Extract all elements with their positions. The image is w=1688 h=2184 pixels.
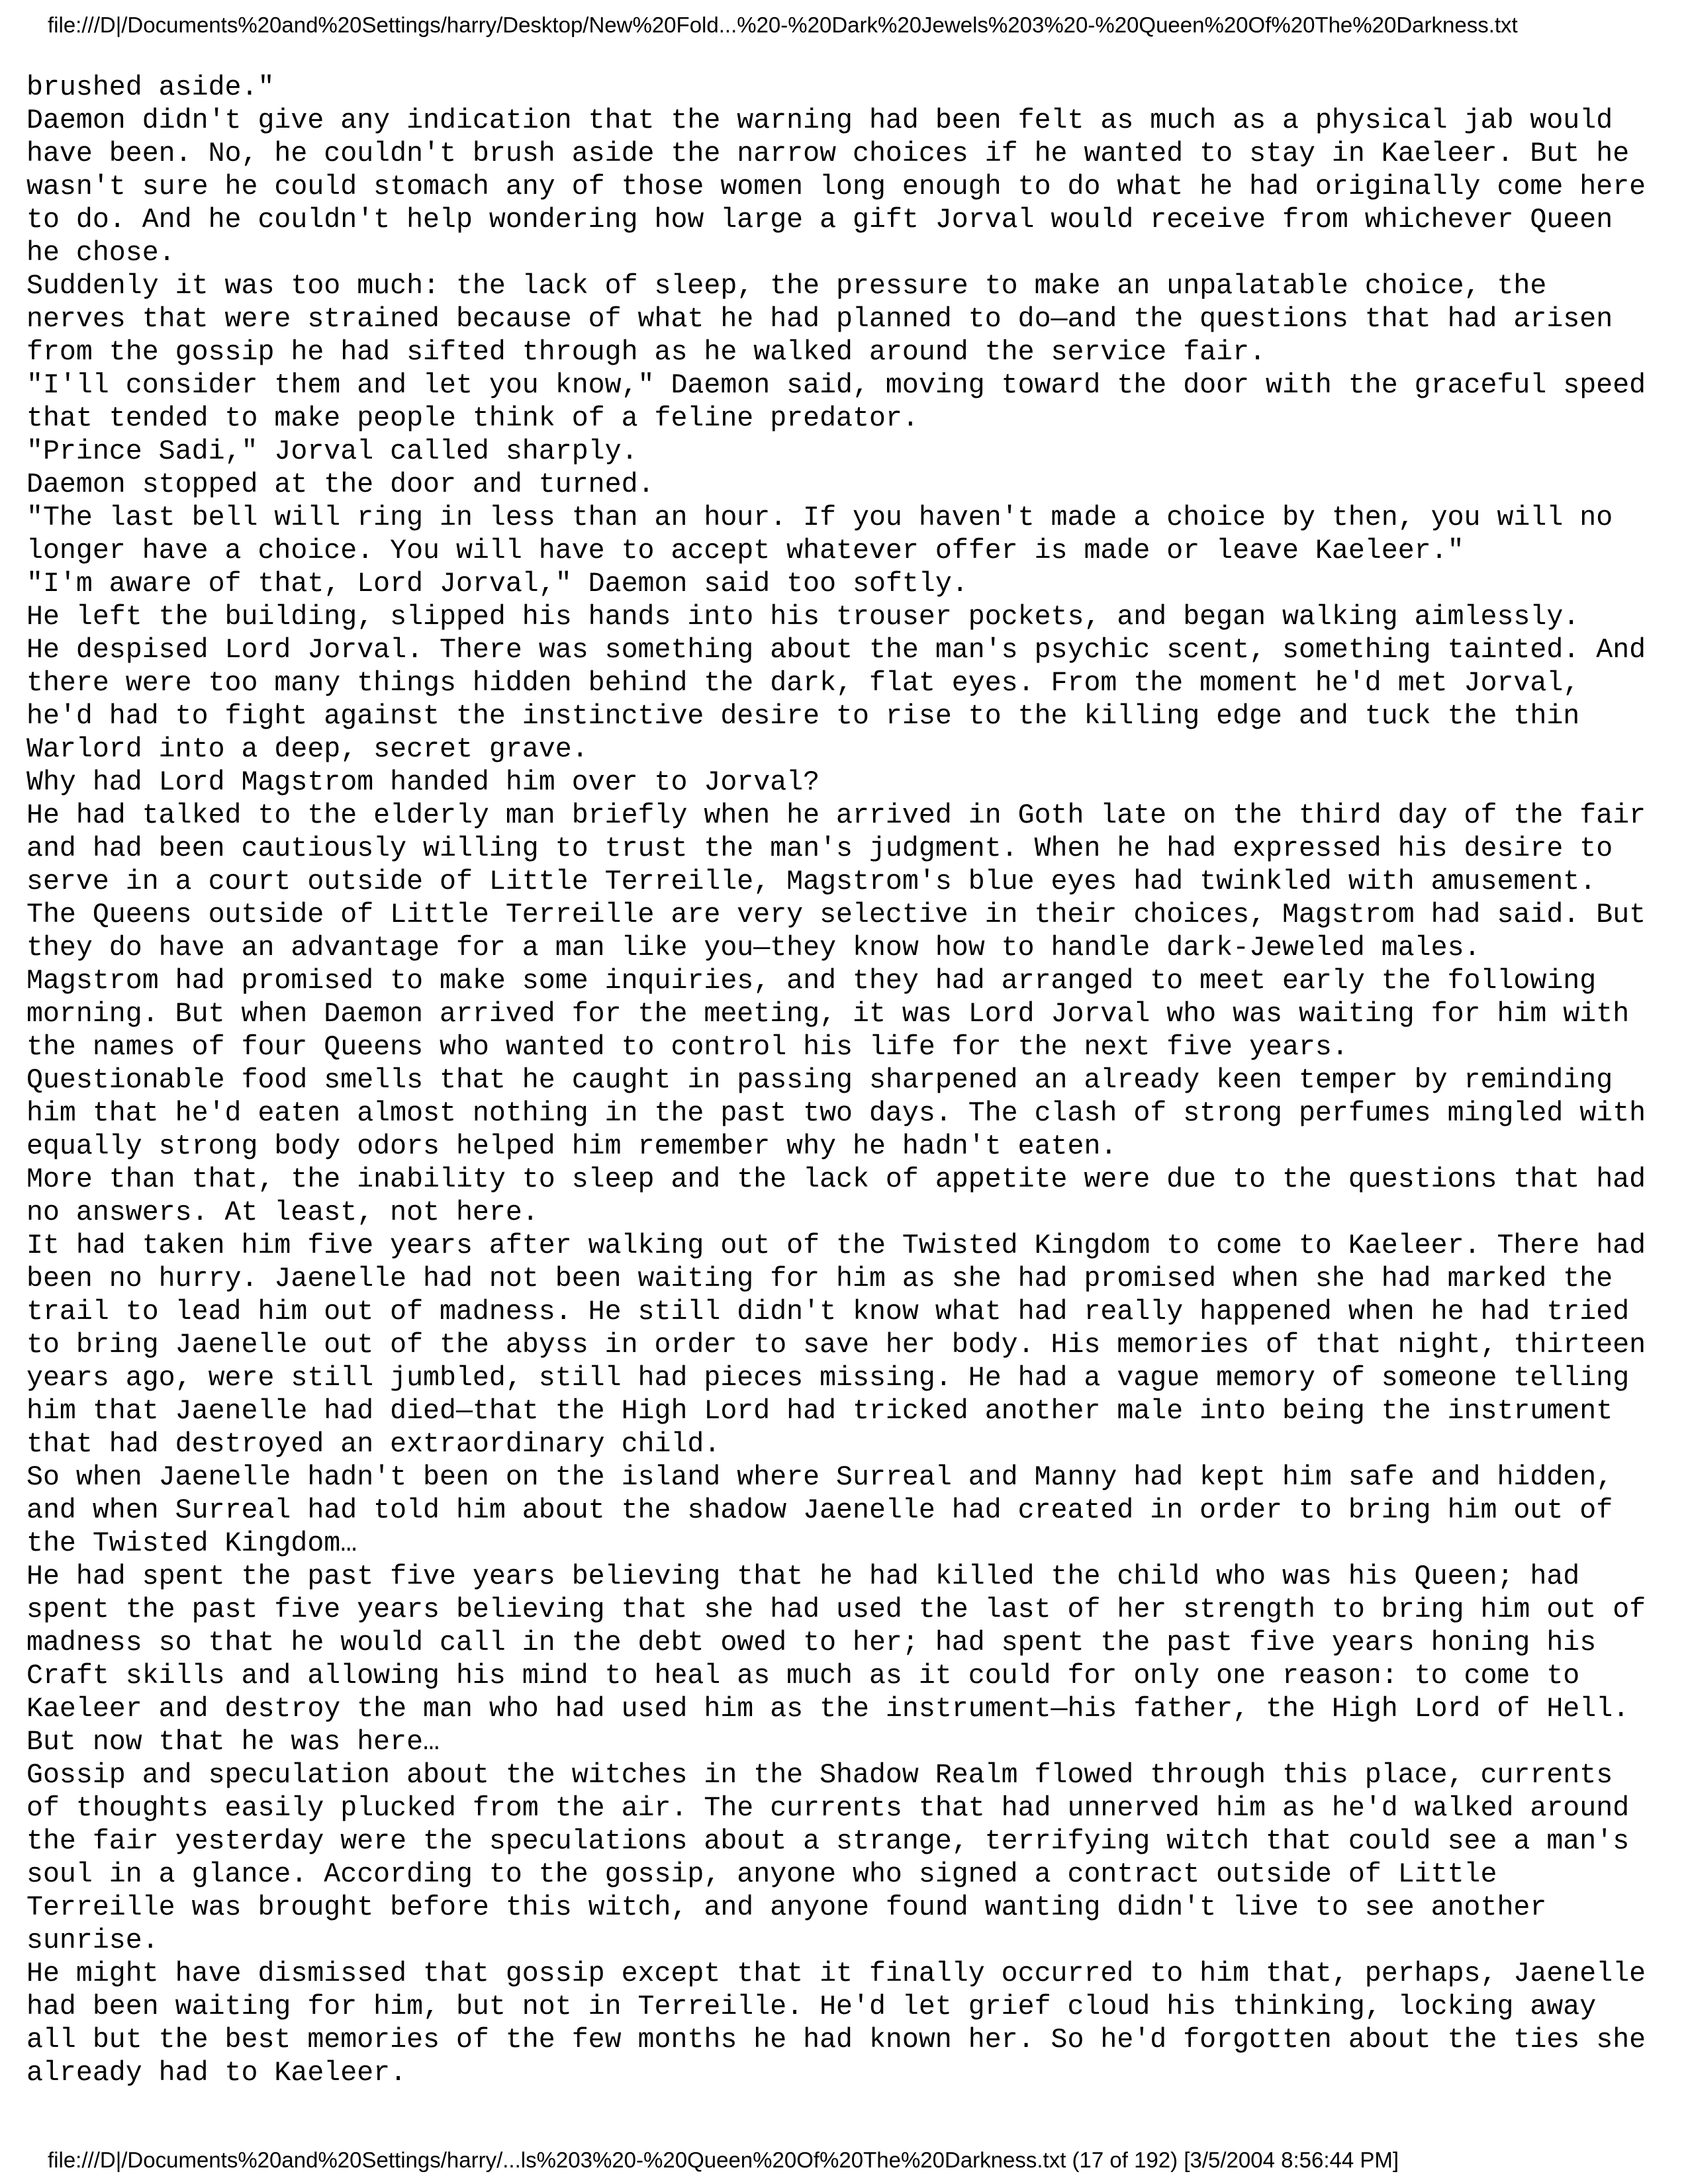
paragraph: Why had Lord Magstrom handed him over to Jorval?: [26, 767, 820, 798]
paragraph: He left the building, slipped his hands into his trouser pockets, and began walking aimlessly.: [26, 602, 1580, 633]
paragraph: Suddenly it was too much: the lack of sleep, the pressure to make an unpalatable choice, the nerves that were strained because of what he had planned to do—and the questions that had arisen from the gossip he had sifted through as he walked around the service fair.: [26, 271, 1613, 368]
paragraph: "Prince Sadi," Jorval called sharply.: [26, 436, 638, 467]
paragraph: But now that he was here…: [26, 1727, 440, 1758]
paragraph: So when Jaenelle hadn't been on the island where Surreal and Manny had kept him safe and hidden, and when Surreal had told him about the shadow Jaenelle had created in order to bring him out of the Twisted Kingdom…: [26, 1462, 1613, 1559]
paragraph: He had talked to the elderly man briefly when he arrived in Goth late on the third day of the fair and had been cautiously willing to trust the man's judgment. When he had expressed his desire to serve in a court outside of Little Terreille, Magstrom's blue eyes had twinkled with amusement.: [26, 800, 1646, 897]
paragraph: Magstrom had promised to make some inquiries, and they had arranged to meet early the following morning. But when Daemon arrived for the meeting, it was Lord Jorval who was waiting for him with the names of four Queens who wanted to control his life for the next five years.: [26, 966, 1630, 1063]
paragraph: More than that, the inability to sleep and the lack of appetite were due to the questions that had no answers. At least, not here.: [26, 1164, 1646, 1228]
paragraph: "The last bell will ring in less than an hour. If you haven't made a choice by then, you will no longer have a choice. You will have to accept whatever offer is made or leave Kaeleer.": [26, 502, 1613, 567]
paragraph: Daemon didn't give any indication that the warning had been felt as much as a physical jab would have been. No, he couldn't brush aside the narrow choices if he wanted to stay in Kaeleer. But he wasn't sure he could stomach any of those women long enough to do what he had originally come here to do. And he couldn't help wondering how large a gift Jorval would receive from whichever Queen he chose.: [26, 105, 1646, 269]
paragraph: brushed aside.": [26, 72, 275, 103]
paragraph: The Queens outside of Little Terreille are very selective in their choices, Magstrom had said. But they do have an advantage for a man like you—they know how to handle dark-Jeweled males.: [26, 899, 1646, 964]
paragraph: "I'm aware of that, Lord Jorval," Daemon said too softly.: [26, 569, 968, 600]
paragraph: Gossip and speculation about the witches in the Shadow Realm flowed through this place, currents of thoughts easily plucked from the air. The currents that had unnerved him as he'd walked around the fair yesterday were the speculations about a strange, terrifying witch that could see a man's soul in a glance. According to the gossip, anyone who signed a contract outside of Little Terreille was brought before this witch, and anyone found wanting didn't live to see another sunrise.: [26, 1760, 1630, 1956]
page-footer-path: file:///D|/Documents%20and%20Settings/harry/...ls%203%20-%20Queen%20Of%20The%20Darkness.txt (17 of 192) [3/5/2004 8:56:44 PM]: [48, 2148, 1399, 2172]
paragraph: He might have dismissed that gossip except that it finally occurred to him that, perhaps, Jaenelle had been waiting for him, but not in Terreille. He'd let grief cloud his thinking, locking away all but the best memories of the few months he had known her. So he'd forgotten about the ties she already had to Kaeleer.: [26, 1958, 1646, 2089]
paragraph: Daemon stopped at the door and turned.: [26, 469, 655, 500]
paragraph: He despised Lord Jorval. There was something about the man's psychic scent, something tainted. And there were too many things hidden behind the dark, flat eyes. From the moment he'd met Jorval, he'd had to fight against the instinctive desire to rise to the killing edge and tuck the thin Warlord into a deep, secret grave.: [26, 635, 1646, 765]
page-header-path: file:///D|/Documents%20and%20Settings/harry/Desktop/New%20Fold...%20-%20Dark%20Jewels%203%20-%20Queen%20Of%20The%20Darkness.txt: [48, 13, 1518, 37]
document-body: [26, 71, 1668, 2090]
paragraph: It had taken him five years after walking out of the Twisted Kingdom to come to Kaeleer. There had been no hurry. Jaenelle had not been waiting for him as she had promised when she had marked the trail to lead him out of madness. He still didn't know what had really happened when he had tried to bring Jaenelle out of the abyss in order to save her body. His memories of that night, thirteen years ago, were still jumbled, still had pieces missing. He had a vague memory of someone telling him that Jaenelle had died—that the High Lord had tricked another male into being the instrument that had destroyed an extraordinary child.: [26, 1230, 1646, 1460]
paragraph: "I'll consider them and let you know," Daemon said, moving toward the door with the graceful speed that tended to make people think of a feline predator.: [26, 370, 1646, 434]
paragraph: He had spent the past five years believing that he had killed the child who was his Queen; had spent the past five years believing that she had used the last of her strength to bring him out of madness so that he would call in the debt owed to her; had spent the past five years honing his Craft skills and allowing his mind to heal as much as it could for only one reason: to come to Kaeleer and destroy the man who had used him as the instrument—his father, the High Lord of Hell.: [26, 1561, 1646, 1725]
paragraph: Questionable food smells that he caught in passing sharpened an already keen temper by reminding him that he'd eaten almost nothing in the past two days. The clash of strong perfumes mingled with equally strong body odors helped him remember why he hadn't eaten.: [26, 1065, 1646, 1162]
